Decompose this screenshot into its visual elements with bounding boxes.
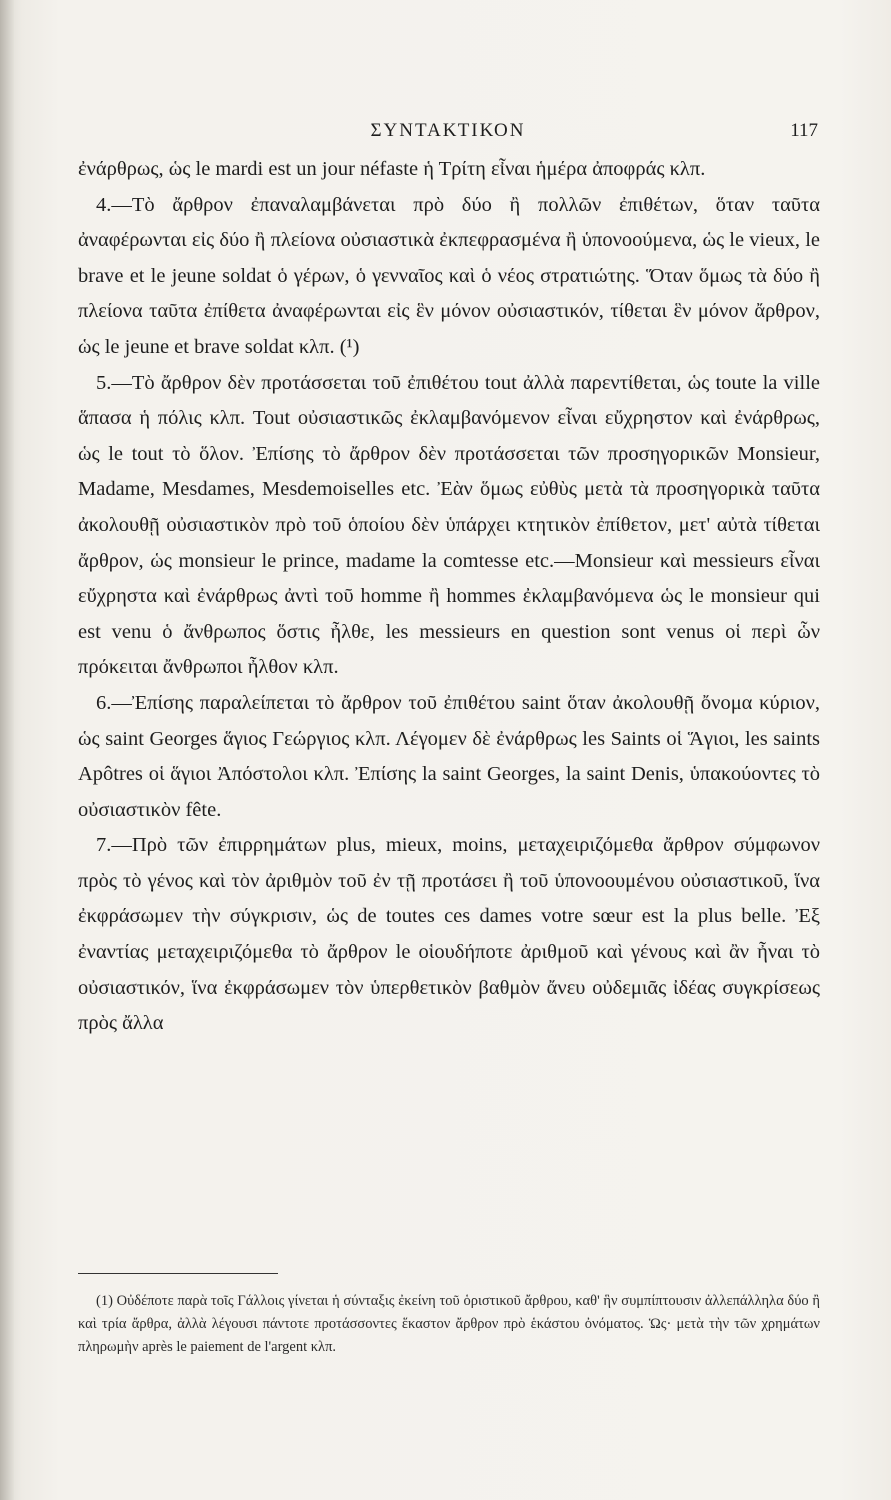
footnote xyxy=(78,1290,820,1359)
paragraph-rule-6: 6.—Ἐπίσης παραλείπεται τὸ ἄρθρον τοῦ ἐπιθέτου saint ὅταν ἀκολουθῇ ὄνομα κύριον, ὡς saint Georges ἅγιος Γεώργιος κλπ. Λέγομεν δὲ ἐνάρθρως les Saints οἱ Ἅγιοι, les saints Apôtres οἱ ἅγιοι Ἀπόστολοι κλπ. Ἐπίσης la saint Georges, la saint Denis, ὑπακούοντες τὸ οὐσιαστικὸν fête. xyxy=(78,691,820,821)
paragraph-rule-5: 5.—Τὸ ἄρθρον δὲν προτάσσεται τοῦ ἐπιθέτου tout ἀλλὰ παρεντίθεται, ὡς toute la ville ἅπασα ἡ πόλις κλπ. Tout οὐσιαστικῶς ἐκλαμβανόμενον εἶναι εὔχρηστον καὶ ἐνάρθρως, ὡς le tout τὸ ὅλον. Ἐπίσης τὸ ἄρθρον δὲν προτάσσεται τῶν προσηγορικῶν Monsieur, Madame, Mesdames, Mesdemoiselles etc. Ἐὰν ὅμως εὐθὺς μετὰ τὰ προσηγορικὰ ταῦτα ἀκολουθῇ οὐσιαστικὸν πρὸ τοῦ ὁποίου δὲν ὑπάρχει κτητικὸν ἐπίθετον, μετ' αὐτὰ τίθεται ἄρθρον, ὡς monsieur le prince, madame la comtesse etc.—Monsieur καὶ messieurs εἶναι εὔχρηστα καὶ ἐνάρθρως ἀντὶ τοῦ homme ἢ hommes ἐκλαμβανόμενα ὡς le monsieur qui est venu ὁ ἄνθρωπος ὅστις ἦλθε, les messieurs en question sont venus οἱ περὶ ὧν πρόκειται ἄνθρωποι ἦλθον κλπ. xyxy=(78,371,820,679)
main-text xyxy=(78,152,820,1042)
running-title: ΣΥΝΤΑΚΤΙΚΟΝ xyxy=(370,120,526,141)
running-header xyxy=(78,120,818,150)
page-gutter-shadow xyxy=(0,0,14,1500)
page-number: 117 xyxy=(790,120,818,141)
paragraph-rule-4: 4.—Τὸ ἄρθρον ἐπαναλαμβάνεται πρὸ δύο ἢ πολλῶν ἐπιθέτων, ὅταν ταῦτα ἀναφέρωνται εἰς δύο ἢ πλείονα οὐσιαστικὰ ἐκπεφρασμένα ἢ ὑπονοούμενα, ὡς le vieux, le brave et le jeune soldat ὁ γέρων, ὁ γενναῖος καὶ ὁ νέος στρατιώτης. Ὅταν ὅμως τὰ δύο ἢ πλείονα ταῦτα ἐπίθετα ἀναφέρωνται εἰς ἓν μόνον οὐσιαστικόν, τίθεται ἓν μόνον ἄρθρον, ὡς le jeune et brave soldat κλπ. (¹) xyxy=(78,193,820,358)
footnote-text: (1) Οὐδέποτε παρὰ τοῖς Γάλλοις γίνεται ἡ σύνταξις ἐκείνη τοῦ ὁριστικοῦ ἄρθρου, καθ' ἣν συμπίπτουσιν ἀλλεπάλληλα δύο ἢ καὶ τρία ἄρθρα, ἀλλὰ λέγουσι πάντοτε προτάσσοντες ἕκαστον ἄρθρον πρὸ ἑκάστου ὀνόματος. Ὡς· μετὰ τὴν τῶν χρημάτων πληρωμὴν après le paiement de l'argent κλπ. xyxy=(78,1293,820,1355)
paragraph-continuation: ἐνάρθρως, ὡς le mardi est un jour néfaste ἡ Τρίτη εἶναι ἡμέρα ἀποφράς κλπ. xyxy=(78,158,706,180)
paragraph-rule-7: 7.—Πρὸ τῶν ἐπιρρημάτων plus, mieux, moins, μεταχειριζόμεθα ἄρθρον σύμφωνον πρὸς τὸ γένος καὶ τὸν ἀριθμὸν τοῦ ἐν τῇ προτάσει ἢ τοῦ ὑπονοουμένου οὐσιαστικοῦ, ἵνα ἐκφράσωμεν τὴν σύγκρισιν, ὡς de toutes ces dames votre sœur est la plus belle. Ἐξ ἐναντίας μεταχειριζόμεθα τὸ ἄρθρον le οἱουδήποτε ἀριθμοῦ καὶ γένους καὶ ἂν ἦναι τὸ οὐσιαστικόν, ἵνα ἐκφράσωμεν τὸν ὑπερθετικὸν βαθμὸν ἄνευ οὐδεμιᾶς ἰδέας συγκρίσεως πρὸς ἄλλα xyxy=(78,834,820,1035)
footnote-divider xyxy=(78,1273,278,1274)
